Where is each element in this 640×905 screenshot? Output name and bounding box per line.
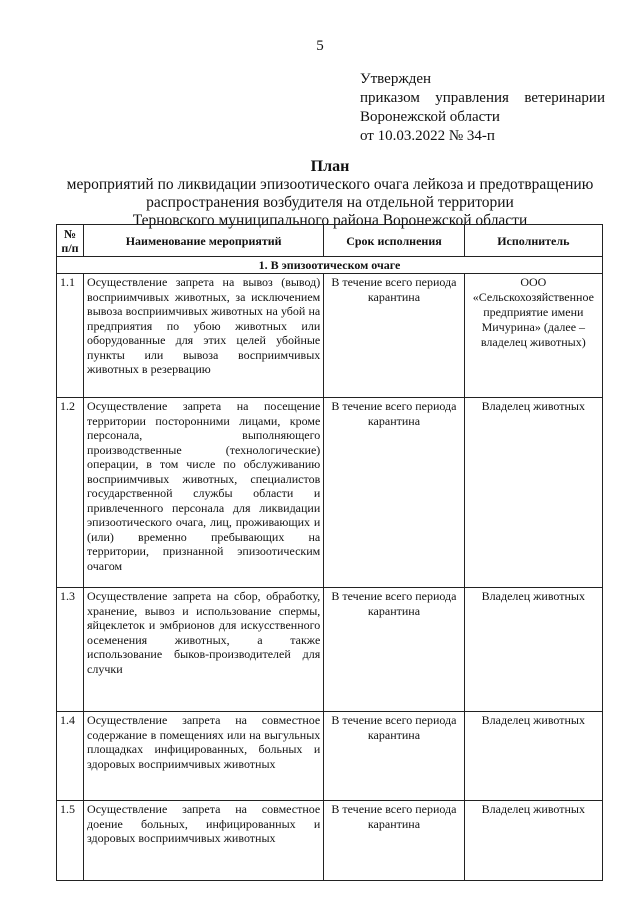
row-number: 1.3 (57, 588, 84, 712)
header-name: Наименование мероприятий (84, 225, 324, 257)
section-row (57, 257, 603, 274)
row-executor: Владелец животных (464, 801, 602, 881)
approval-line-1: Утвержден (360, 71, 432, 87)
table-row (57, 588, 603, 712)
section-title: 1. В эпизоотическом очаге (57, 257, 603, 274)
table-header-row (57, 225, 603, 257)
document-title (40, 158, 620, 230)
row-measure: Осуществление запрета на вывоз (вывод) восприимчивых животных, за исключением вывоза восприимчивых животных на убой на предприятия по убою животных или оборудованные для этих целей убойные пункты или вывоза восприимчивых животных в резервацию (84, 274, 324, 398)
row-term: В течение всего периода карантина (324, 274, 464, 398)
table-row (57, 801, 603, 881)
row-number: 1.1 (57, 274, 84, 398)
approval-line-4: от 10.03.2022 № 34-п (360, 128, 495, 144)
approval-stamp (360, 70, 605, 146)
row-executor: Владелец животных (464, 588, 602, 712)
row-term: В течение всего периода карантина (324, 588, 464, 712)
row-term: В течение всего периода карантина (324, 398, 464, 588)
title-line-2: распространения возбудителя на отдельной территории (146, 194, 514, 211)
header-term: Срок исполнения (324, 225, 464, 257)
row-measure: Осуществление запрета на сбор, обработку, хранение, вывоз и использование спермы, яйцеклеток и эмбрионов для искусственного осеменения животных, а также использование быков-производителей для случки (84, 588, 324, 712)
plan-table (56, 224, 603, 881)
page-number: 5 (316, 38, 324, 54)
approval-line-2: приказом управления ветеринарии (360, 90, 605, 106)
row-measure: Осуществление запрета на совместное содержание в помещениях или на выгульных площадках инфицированных, больных и здоровых восприимчивых животных (84, 712, 324, 801)
table-row (57, 712, 603, 801)
row-executor: ООО «Сельскохозяйственное предприятие имени Мичурина» (далее – владелец животных) (464, 274, 602, 398)
table-row (57, 274, 603, 398)
header-no: № п/п (57, 225, 84, 257)
approval-line-3: Воронежской области (360, 109, 500, 125)
row-number: 1.5 (57, 801, 84, 881)
row-term: В течение всего периода карантина (324, 801, 464, 881)
row-term: В течение всего периода карантина (324, 712, 464, 801)
title-heading: План (310, 158, 350, 175)
row-number: 1.2 (57, 398, 84, 588)
row-measure: Осуществление запрета на посещение территории посторонними лицами, кроме персонала, выполняющего производственные (технологические) операции, в том числе по обслуживанию восприимчивых животных, специалистов государственной службы области и привлеченного персонала для ликвидации эпизоотического очага, лиц, проживающих и (или) временно пребывающих на территории, признанной эпизоотическим очагом (84, 398, 324, 588)
title-line-1: мероприятий по ликвидации эпизоотического очага лейкоза и предотвращению (66, 176, 594, 193)
row-number: 1.4 (57, 712, 84, 801)
row-measure: Осуществление запрета на совместное доение больных, инфицированных и здоровых восприимчивых животных (84, 801, 324, 881)
header-executor: Исполнитель (464, 225, 602, 257)
row-executor: Владелец животных (464, 712, 602, 801)
title-line-3: Терновского муниципального района Воронежской области (132, 212, 528, 229)
table-row (57, 398, 603, 588)
row-executor: Владелец животных (464, 398, 602, 588)
